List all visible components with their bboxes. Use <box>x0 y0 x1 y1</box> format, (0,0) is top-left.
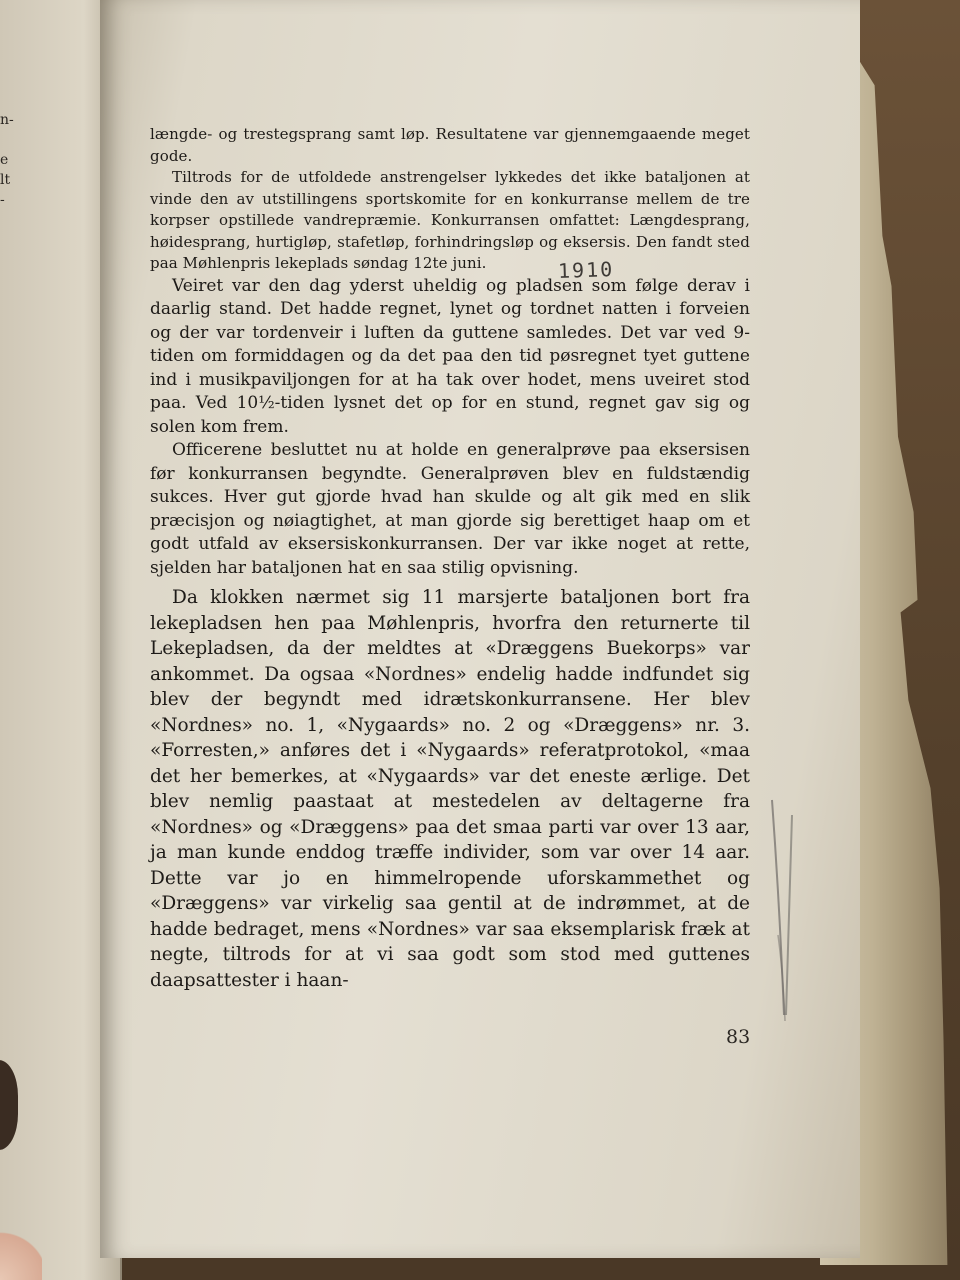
finger-tip <box>0 1215 42 1280</box>
left-fragment: - <box>0 192 5 208</box>
pencil-margin-mark <box>762 795 806 1025</box>
paragraph-2: Tiltrods for de utfoldede anstrengelser lykkedes det ikke bataljonen at vinde den av utstillingens sportskomite for en konkurranse mellem de tre korpser opstillede vandrepræmie. Konkurransen omfattet: Længdesprang, høidesprang, hurtigløp, stafetløp, forhindringsløp og eksersis. Den fandt sted paa Møhlenpris lekeplads søndag 12te juni. <box>150 168 750 272</box>
paragraph-3: Veiret var den dag yderst uheldig og pladsen som følge derav i daarlig stand. Det hadde regnet, lynet og tordnet natten i forveien og der var tordenveir i luften da guttene samledes. Det var ved 9-tiden om formiddagen og da det paa den tid pøsregnet tyet guttene ind i musikpaviljongen for at ha tak over hodet, mens uveiret stod paa. Ved 10½-tiden lysnet det op for en stund, regnet gav sig og solen kom frem. <box>150 275 750 437</box>
left-fragment: lt <box>0 172 11 188</box>
handwritten-year-annotation: 1910 <box>557 257 615 283</box>
page-number: 83 <box>726 1026 751 1048</box>
left-page-text-fragments <box>0 110 30 210</box>
left-fragment: e <box>0 152 9 168</box>
left-fragment <box>0 130 30 150</box>
paragraph-4: Officerene besluttet nu at holde en generalprøve paa eksersisen før konkurransen begyndte. Generalprøven blev en fuldstændig sukces. Hver gut gjorde hvad han skulde og alt gik med en slik præcisjon og nøiagtighet, at man gjorde sig berettiget haap om et godt utfald av eksersiskonkurransen. Der var ikke noget at rette, sjelden har bataljonen hat en saa stilig opvisning. <box>150 440 750 578</box>
page-body-text <box>150 124 750 993</box>
paragraph-5: Da klokken nærmet sig 11 marsjerte bataljonen bort fra lekepladsen hen paa Møhlenpris, hvorfra den returnerte til Lekepladsen, da der meldtes at «Dræggens Buekorps» var ankommet. Da ogsaa «Nordnes» endelig hadde indfundet sig blev der begyndt med idrætskonkurransene. Her blev «Nordnes» no. 1, «Nygaards» no. 2 og «Dræggens» nr. 3. «Forresten,» anføres det i «Nygaards» referatprotokol, «maa det her bemerkes, at «Nygaards» var det eneste ærlige. Det blev nemlig paastaat at mestedelen av deltagerne fra «Nordnes» og «Dræggens» paa det smaa parti var over 13 aar, ja man kunde enddog træffe individer, som var over 14 aar. Dette var jo en himmelropende uforskammethet og «Dræggens» var virkelig saa gentil at de indrømmet, at de hadde bedraget, mens «Nordnes» var saa eksemplarisk fræk at negte, tiltrods for at vi saa godt som stod med guttenes daapsattester i haan- <box>150 587 750 991</box>
paragraph-1: længde- og trestegsprang samt løp. Resultatene var gjennemgaaende meget gode. <box>150 125 750 165</box>
left-fragment: n- <box>0 112 14 128</box>
